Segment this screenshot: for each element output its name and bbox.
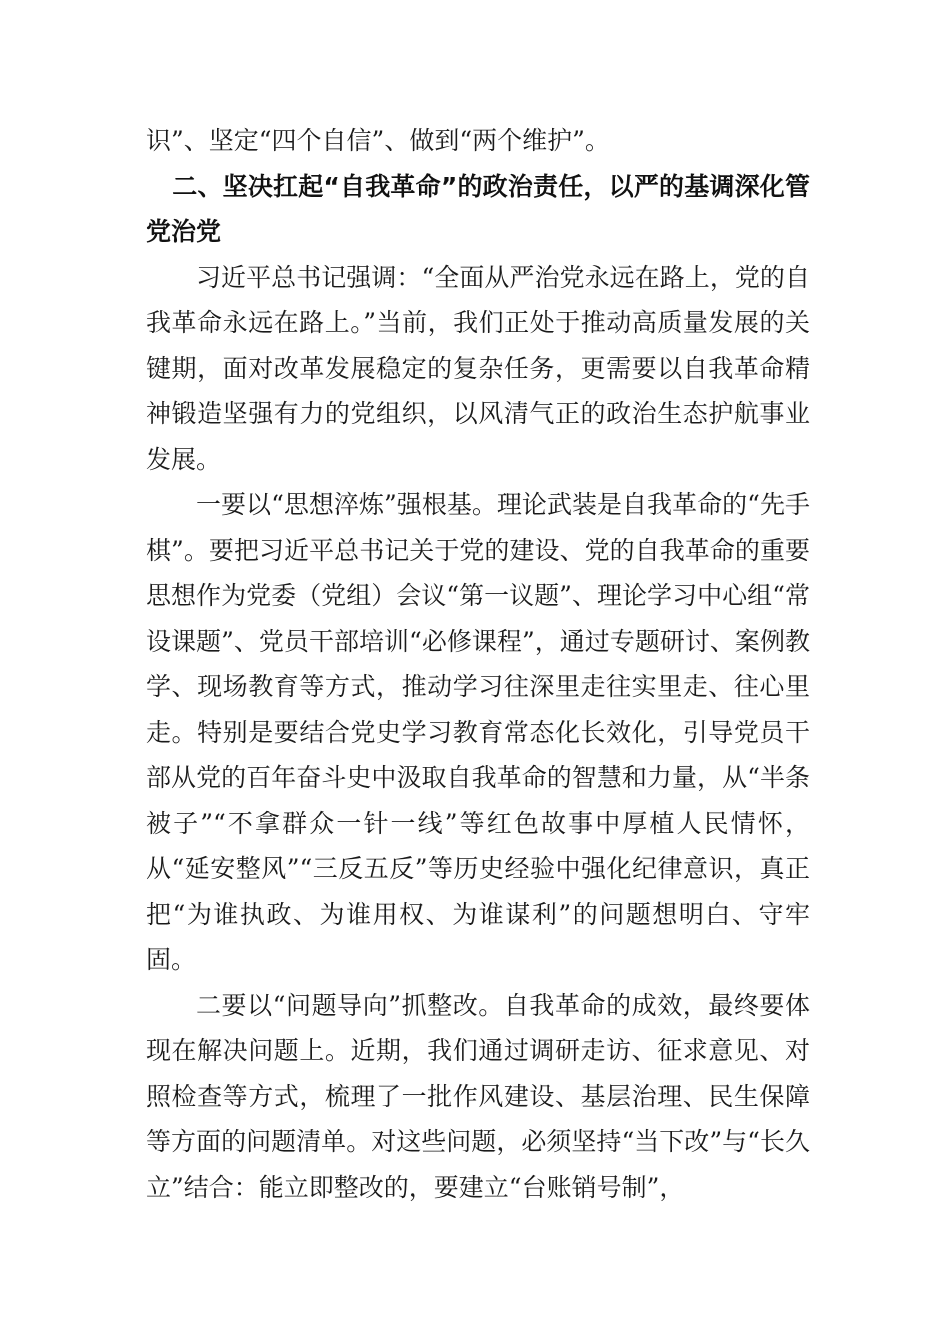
- document-body: [146, 118, 810, 1210]
- continuation-paragraph: 识”、坚定“四个自信”、做到“两个维护”。: [146, 126, 610, 155]
- body-paragraph-problem-oriented: 二要以“问题导向”抓整改。自我革命的成效，最终要体现在解决问题上。近期，我们通过调研走访、征求意见、对照检查等方式，梳理了一批作风建设、基层治理、民生保障等方面的问题清单。对这些问题，必须坚持“当下改”与“长久立”结合：能立即整改的，要建立“台账销号制”，: [146, 990, 810, 1202]
- body-paragraph-quote: 习近平总书记强调：“全面从严治党永远在路上，党的自我革命永远在路上。”当前，我们正处于推动高质量发展的关键期，面对改革发展稳定的复杂任务，更需要以自我革命精神锻造坚强有力的党组织，以风清气正的政治生态护航事业发展。: [146, 262, 810, 474]
- body-paragraph-thought-tempering: 一要以“思想淬炼”强根基。理论武装是自我革命的“先手棋”。要把习近平总书记关于党的建设、党的自我革命的重要思想作为党委（党组）会议“第一议题”、理论学习中心组“常设课题”、党员干部培训“必修课程”，通过专题研讨、案例教学、现场教育等方式，推动学习往深里走往实里走、往心里走。特别是要结合党史学习教育常态化长效化，引导党员干部从党的百年奋斗史中汲取自我革命的智慧和力量，从“半条被子”“不拿群众一针一线”等红色故事中厚植人民情怀，从“延安整风”“三反五反”等历史经验中强化纪律意识，真正把“为谁执政、为谁用权、为谁谋利”的问题想明白、守牢固。: [146, 490, 810, 974]
- section-heading: 二、坚决扛起“自我革命”的政治责任，以严的基调深化管党治党: [146, 171, 810, 246]
